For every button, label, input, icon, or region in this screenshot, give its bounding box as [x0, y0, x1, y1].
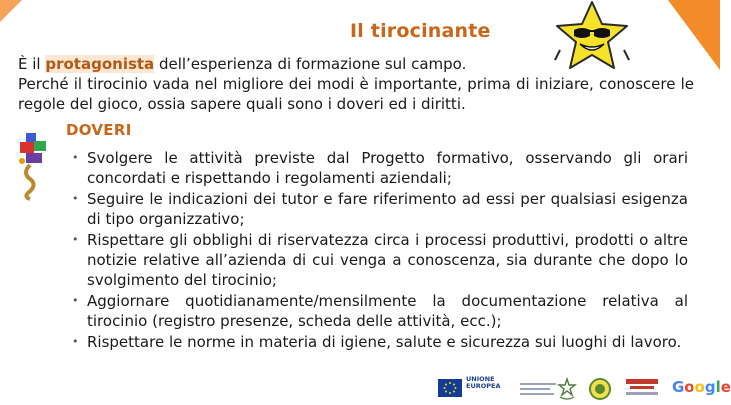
- intro-line-2: Perché il tirocinio vada nel migliore dei modi è importante, prima di iniziare, conoscere le regole del gioco, ossia sapere quali sono i doveri ed i diritti.: [18, 75, 694, 113]
- duties-heading: DOVERI: [66, 121, 132, 139]
- list-item: [70, 332, 688, 352]
- google-logo: [672, 377, 731, 401]
- duties-list: [70, 148, 688, 352]
- slide-title: Il tirocinante: [350, 20, 491, 42]
- bullet-icon: •: [72, 151, 79, 164]
- duty-text: Rispettare gli obblighi di riservatezza circa i processi produttivi, prodotti o altre notizie relative all’azienda di cui venga a conoscenza, sia durante che dopo lo svolgimento del tirocinio;: [87, 230, 688, 290]
- eu-flag-icon: [438, 379, 462, 397]
- eu-title: UNIONE EUROPEA: [466, 375, 501, 390]
- protagonist-highlight: protagonista: [45, 55, 155, 73]
- eu-logo-text: [466, 376, 512, 400]
- footer-logos: [438, 373, 731, 405]
- intro-suffix: dell’esperienza di formazione sul campo.: [154, 55, 467, 73]
- duty-text: Aggiornare quotidianamente/mensilmente la documentazione relativa al tirocinio (registro presenze, scheda delle attività, ecc.);: [87, 291, 688, 331]
- intro-text: [18, 54, 694, 114]
- google-logo-text: Google: [672, 378, 731, 396]
- partner-logo-icon: [622, 377, 662, 401]
- bullet-icon: •: [72, 232, 79, 246]
- region-logo-icon: [586, 377, 614, 401]
- program-logo-icon: [518, 377, 558, 401]
- republic-emblem-icon: [556, 377, 578, 401]
- stacked-toy-icon: [12, 131, 58, 201]
- bullet-icon: •: [72, 334, 79, 348]
- intro-prefix: È il: [18, 55, 46, 73]
- duty-text: Seguire le indicazioni dei tutor e fare riferimento ad essi per qualsiasi esigenza di tipo organizzativo;: [87, 189, 688, 229]
- list-item: [70, 230, 688, 291]
- bullet-icon: •: [72, 191, 79, 205]
- list-item: [70, 148, 688, 189]
- duty-text: Rispettare le norme in materia di igiene, salute e sicurezza sui luoghi di lavoro.: [87, 332, 682, 351]
- list-item: [70, 291, 688, 332]
- duty-text: Svolgere le attività previste dal Progetto formativo, osservando gli orari concordati e rispettando i regolamenti aziendali;: [87, 149, 688, 188]
- bullet-icon: •: [72, 293, 79, 307]
- list-item: [70, 189, 688, 230]
- intro-line-1: [18, 54, 694, 74]
- corner-decoration-left: [0, 0, 22, 22]
